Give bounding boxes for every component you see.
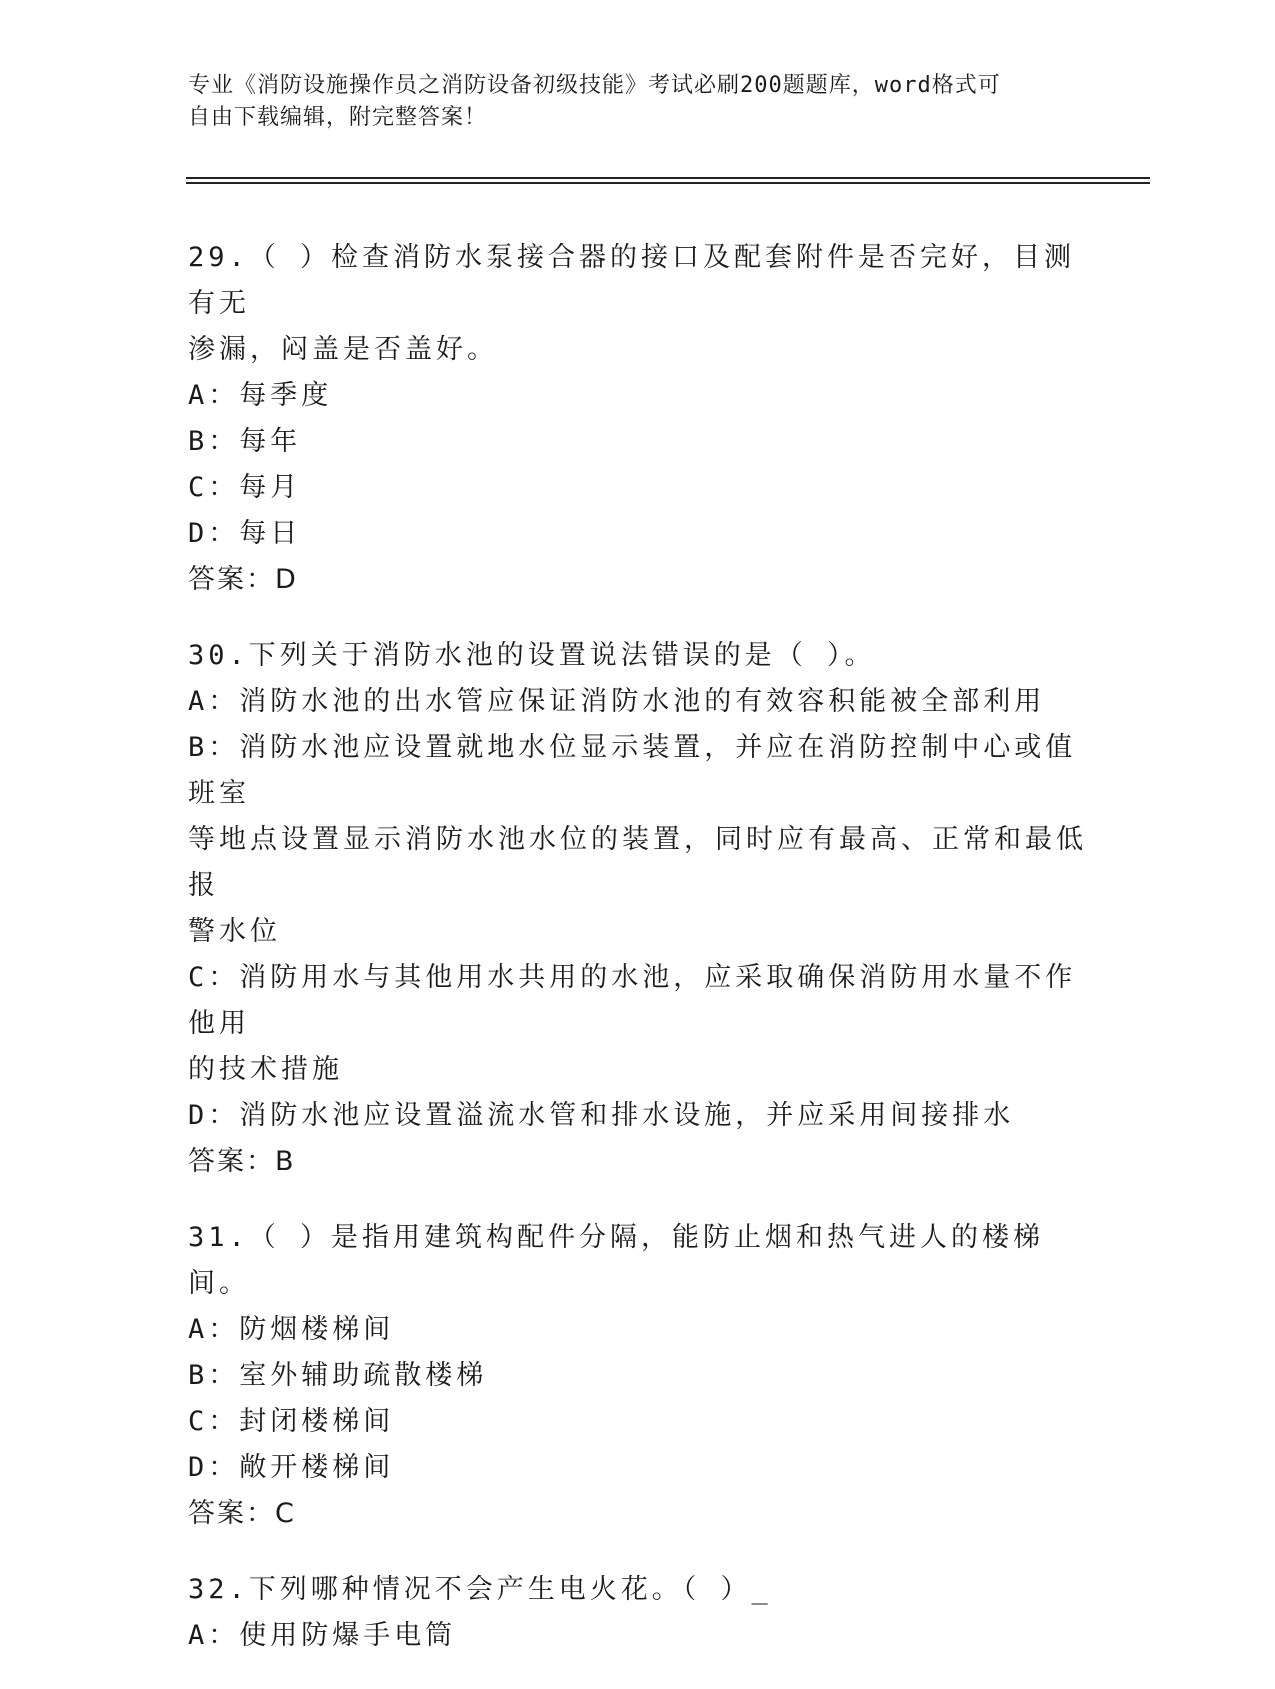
option-a: A：使用防爆手电筒 [188,1620,457,1651]
option-a: A：防烟楼梯间 [188,1314,395,1345]
question-30 [188,633,1088,1185]
option-b-continued: 警水位 [188,916,281,947]
question-31 [188,1215,1088,1537]
question-stem: 渗漏，闷盖是否盖好。 [188,334,498,365]
option-c: C：消防用水与其他用水共用的水池，应采取确保消防用水量不作他用 [188,962,1077,1039]
option-a: A：消防水池的出水管应保证消防水池的有效容积能被全部利用 [188,686,1046,717]
option-a: A：每季度 [188,380,333,411]
option-b: B：室外辅助疏散楼梯 [188,1360,488,1391]
answer: 答案：D [188,564,298,595]
question-stem: 32.下列哪种情况不会产生电火花。（ ）_ [188,1574,772,1605]
option-b: B：每年 [188,426,302,457]
question-stem: 30.下列关于消防水池的设置说法错误的是（ ）。 [188,640,876,671]
option-b-continued: 等地点设置显示消防水池水位的装置，同时应有最高、正常和最低报 [188,824,1087,901]
option-c: C：封闭楼梯间 [188,1406,395,1437]
option-d: D：消防水池应设置溢流水管和排水设施，并应采用间接排水 [188,1100,1015,1131]
option-c: C：每月 [188,472,302,503]
header-divider-bottom [186,182,1150,184]
header-line-1: 专业《消防设施操作员之消防设备初级技能》考试必刷200题题库，word格式可 [188,73,1001,98]
question-29 [188,235,1088,603]
option-b: B：消防水池应设置就地水位显示装置，并应在消防控制中心或值班室 [188,732,1077,809]
question-stem: 29.（ ）检查消防水泵接合器的接口及配套附件是否完好，目测有无 [188,242,1076,319]
question-stem: 31.（ ）是指用建筑构配件分隔，能防止烟和热气进人的楼梯间。 [188,1222,1045,1299]
header-divider-top [186,177,1150,179]
option-c-continued: 的技术措施 [188,1054,343,1085]
option-d: D：每日 [188,518,302,549]
header-line-2: 自由下载编辑，附完整答案！ [188,105,488,130]
option-d: D：敞开楼梯间 [188,1452,395,1483]
question-list [188,235,1088,1689]
answer: 答案：C [188,1498,296,1529]
question-32 [188,1567,1088,1659]
page-header [188,70,1068,134]
answer: 答案：B [188,1146,296,1177]
